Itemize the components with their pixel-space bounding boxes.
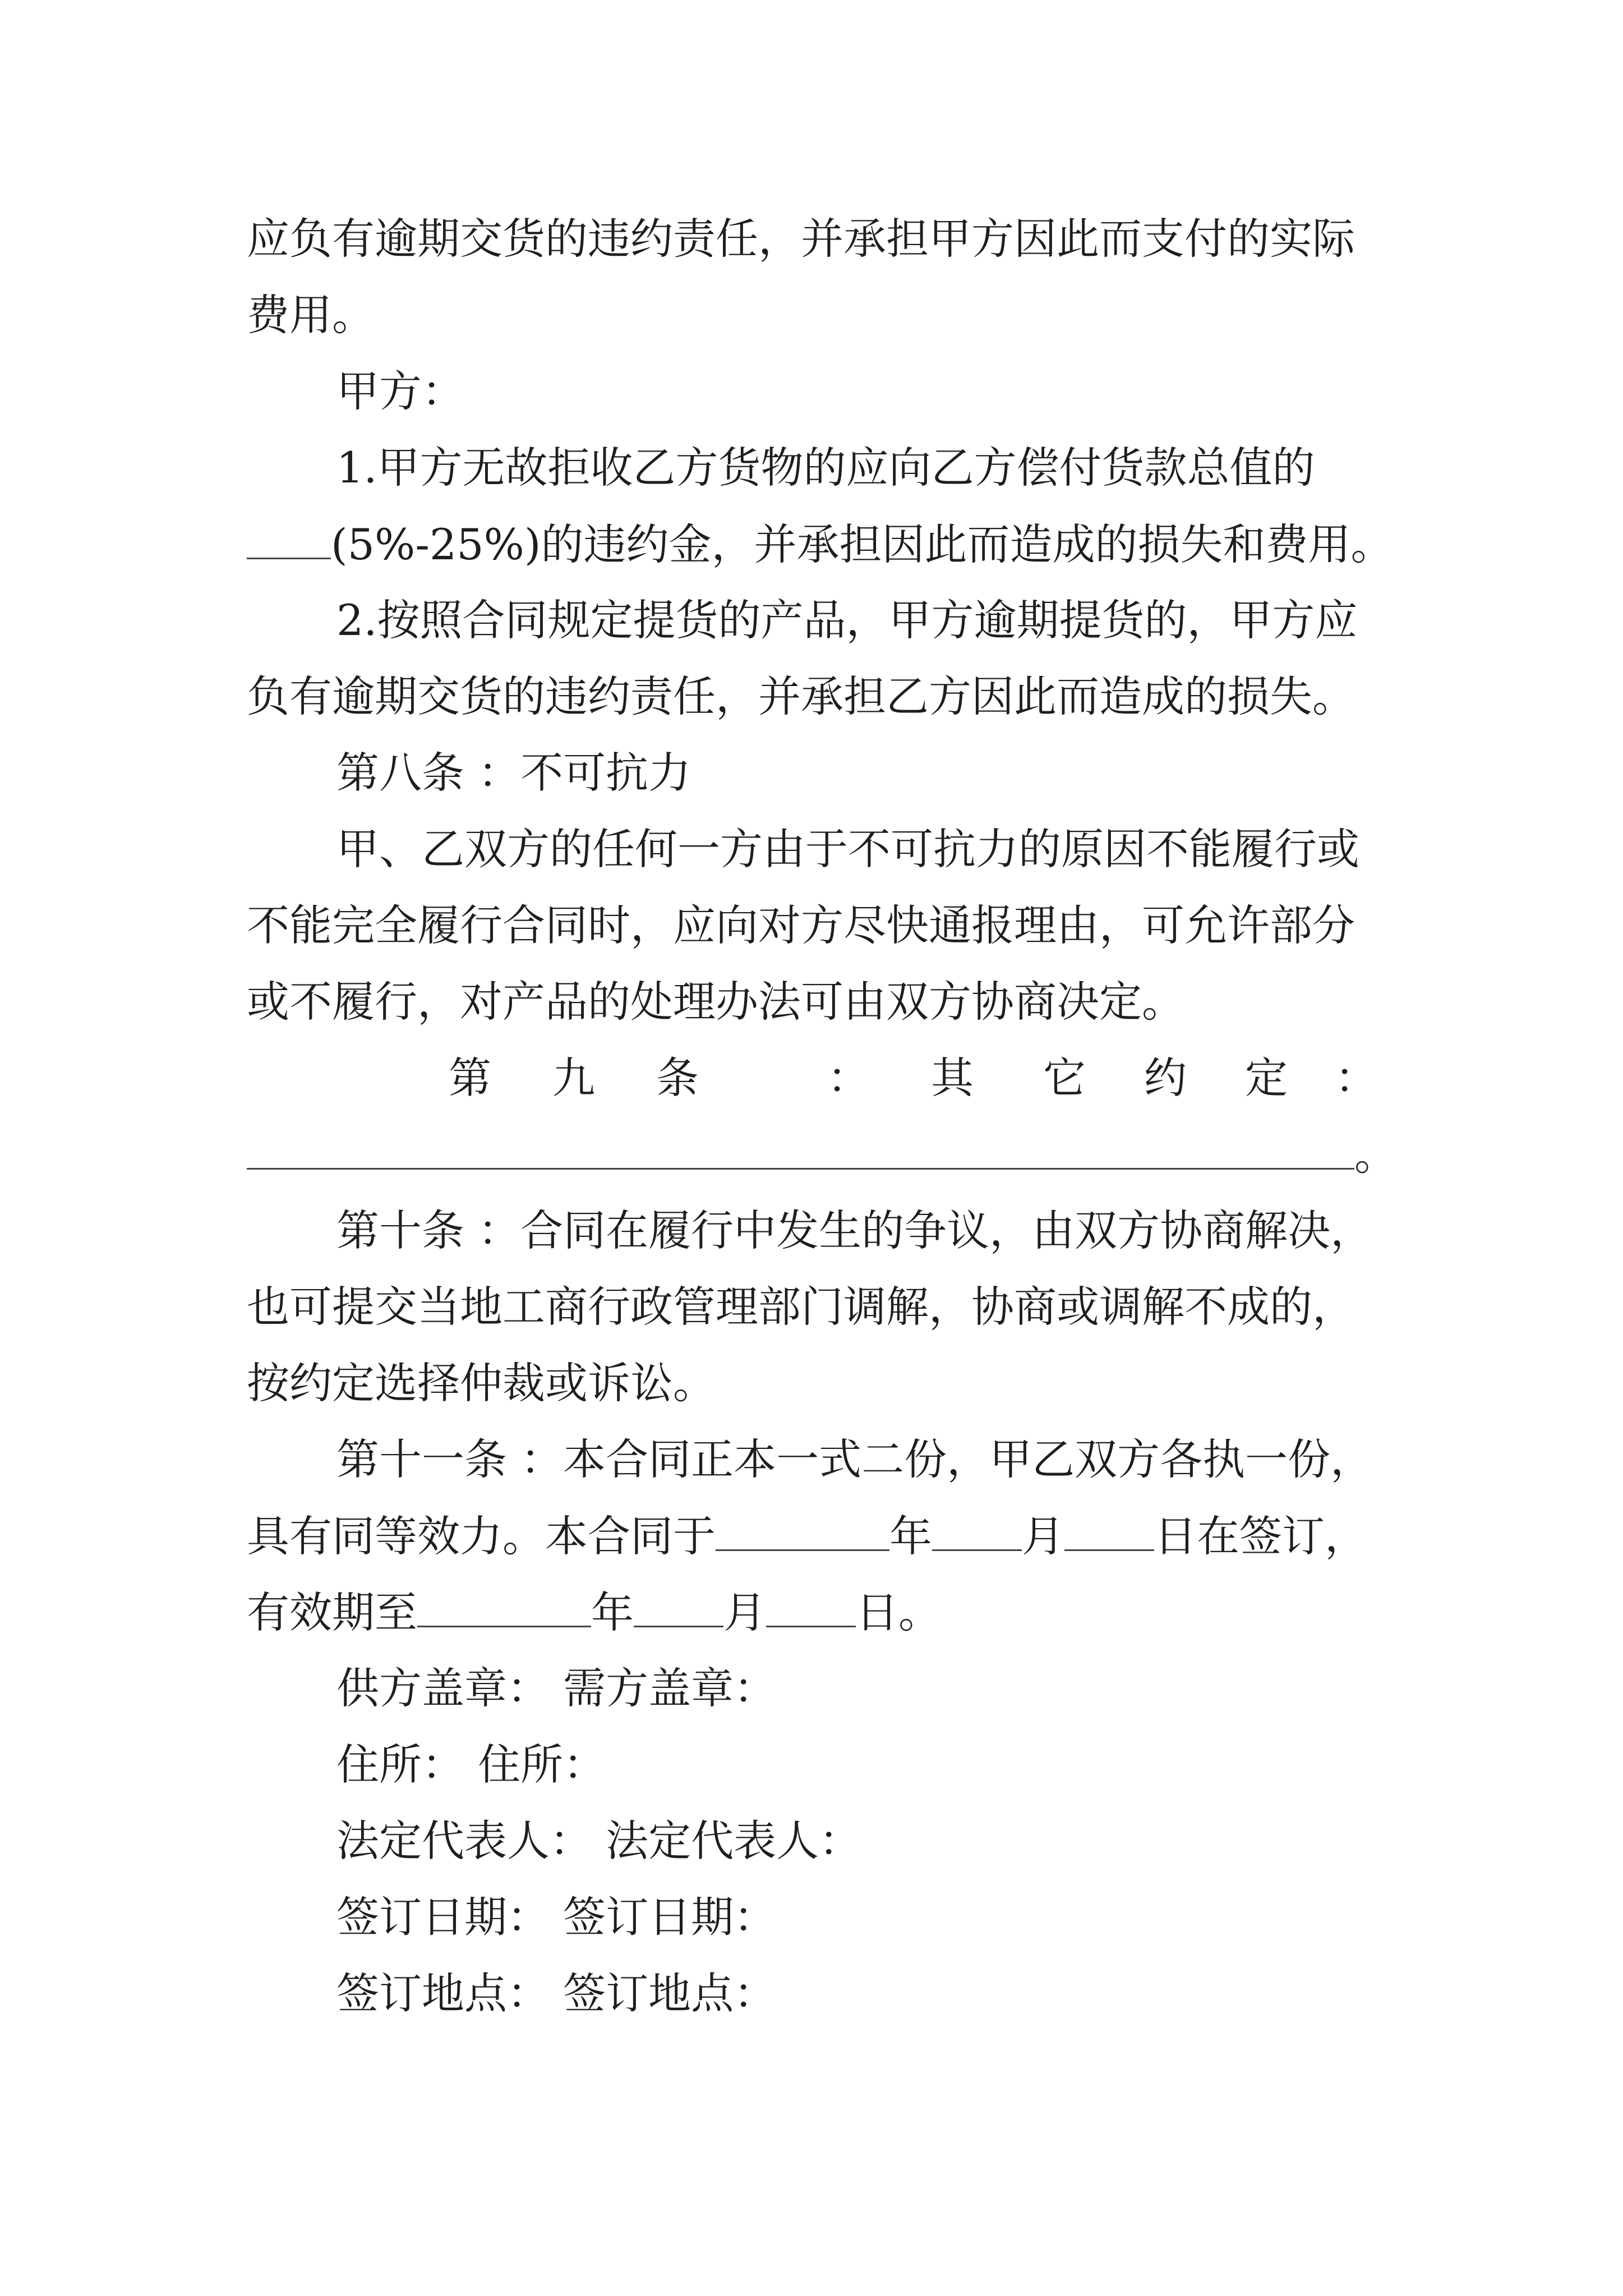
body-line: 2.按照合同规定提货的产品，甲方逾期提货的，甲方应 [336, 595, 1358, 645]
year-blank[interactable] [716, 1515, 889, 1551]
closing-period: 。 [1354, 1130, 1397, 1180]
clause9-word: 定 [1245, 1053, 1288, 1103]
validity-label: 有效期至 [247, 1588, 417, 1637]
clause9-word: 其 [931, 1053, 974, 1103]
month-blank[interactable] [634, 1591, 723, 1627]
clause9-word: 第 [449, 1053, 491, 1103]
penalty-rate-text: (5%-25%)的违约金，并承担因此而造成的损失和费用。 [331, 519, 1394, 569]
day-label: 日。 [856, 1588, 941, 1637]
other-agreement-line [247, 1130, 1397, 1180]
sign-date-line: 签订日期： 签订日期： [336, 1892, 777, 1942]
body-line: 不能完全履行合同时，应向对方尽快通报理由，可允许部分 [247, 900, 1355, 950]
body-line: 费用。 [247, 290, 375, 340]
clause-heading: 第十条 ：合同在履行中发生的争议，由双方协商解决， [336, 1205, 1373, 1255]
day-label: 日在签订， [1154, 1511, 1367, 1561]
year-blank[interactable] [417, 1591, 591, 1627]
section-heading: 甲方： [336, 366, 464, 416]
clause9-word: 它 [1043, 1053, 1086, 1103]
body-line: 或不履行，对产品的处理办法可由双方协商决定。 [247, 977, 1184, 1027]
body-line: 1.甲方无故拒收乙方货物的应向乙方偿付货款总值的 [336, 443, 1315, 493]
clause9-word: ： [1335, 1053, 1377, 1103]
seal-line: 供方盖章： 需方盖章： [336, 1663, 777, 1713]
body-line: 甲、乙双方的任何一方由于不可抗力的原因不能履行或 [336, 824, 1359, 874]
clause9-word: 约 [1144, 1053, 1187, 1103]
day-blank[interactable] [766, 1591, 856, 1627]
signing-label: 具有同等效力。本合同于 [247, 1511, 716, 1561]
clause-heading: 第八条 ：不可抗力 [336, 748, 691, 798]
clause9-word: 九 [552, 1053, 595, 1103]
sign-place-line: 签订地点： 签订地点： [336, 1968, 777, 2018]
validity-line [247, 1588, 941, 1637]
body-line: 负有逾期交货的违约责任，并承担乙方因此而造成的损失。 [247, 671, 1355, 721]
year-label: 年 [591, 1588, 634, 1637]
fill-in-blank[interactable] [247, 523, 331, 559]
year-label: 年 [889, 1511, 932, 1561]
address-line: 住所： 住所： [336, 1740, 606, 1789]
fill-in-blank[interactable] [247, 1133, 1354, 1170]
signing-date-line [247, 1511, 1367, 1561]
month-label: 月 [1022, 1511, 1064, 1561]
body-line-with-blank [247, 519, 1394, 569]
month-label: 月 [723, 1588, 766, 1637]
clause9-word: ： [827, 1053, 870, 1103]
month-blank[interactable] [932, 1515, 1022, 1551]
clause-heading: 第十一条 ：本合同正本一式二份，甲乙双方各执一份， [336, 1434, 1373, 1484]
representative-line: 法定代表人： 法定代表人： [336, 1816, 862, 1866]
body-line: 按约定选择仲裁或诉讼。 [247, 1358, 716, 1408]
day-blank[interactable] [1064, 1515, 1154, 1551]
clause9-word: 条 [656, 1053, 699, 1103]
body-line: 应负有逾期交货的违约责任，并承担甲方因此而支付的实际 [247, 214, 1355, 264]
body-line: 也可提交当地工商行政管理部门调解，协商或调解不成的， [247, 1282, 1355, 1332]
